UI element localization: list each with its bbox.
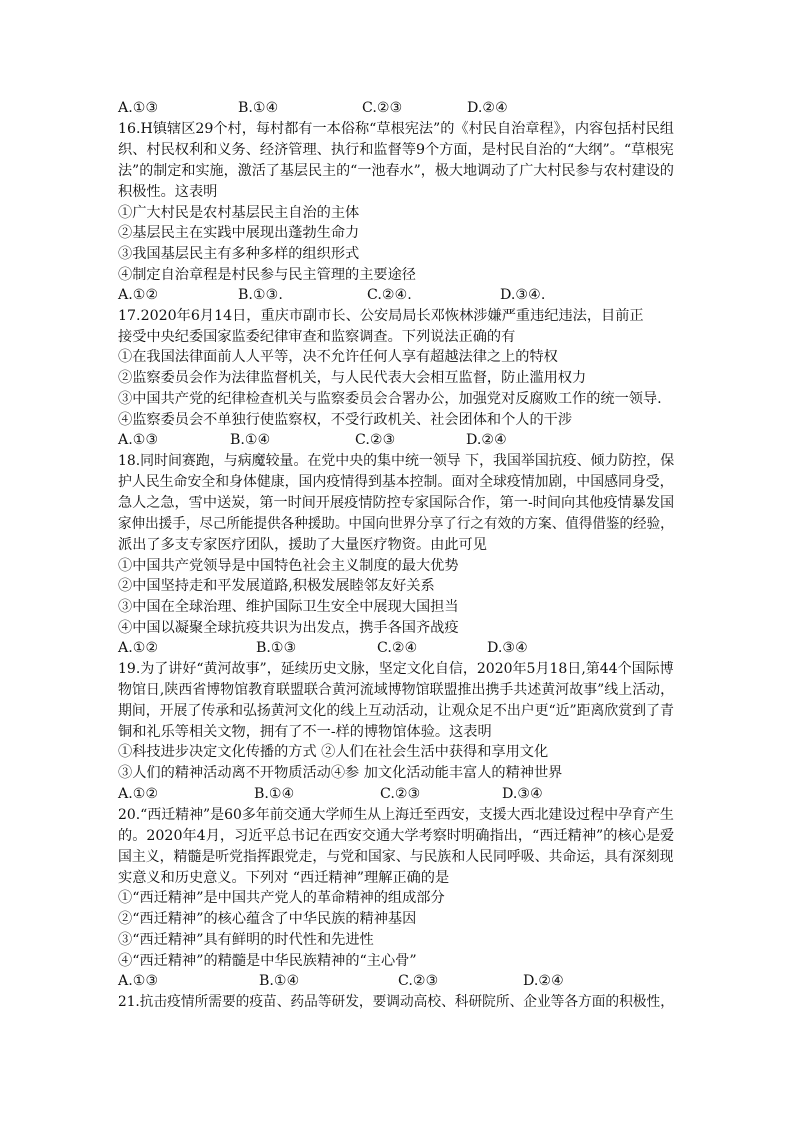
- q19-stem-line: 铜和礼乐等相关文物，拥有了不一-样的博物馆体验。这表明: [118, 724, 492, 740]
- q17-item: ③中国共产党的纪律检查机关与监察委员会合署办公，加强党对反腐败工作的统一领导.: [118, 391, 662, 407]
- q17-stem-line: 17.2020年6月14日，重庆市副市长、公安局局长邓恢林涉嫌严重违纪违法，目前正: [118, 308, 644, 324]
- q15-options: [118, 98, 718, 118]
- q20-item: ②“西迁精神”的核心蕴含了中华民族的精神基因: [118, 911, 417, 927]
- option-b[interactable]: B.①④: [259, 973, 300, 989]
- q18-item: ②中国坚持走和平发展道路,积极发展睦邻友好关系: [118, 578, 435, 594]
- option-b[interactable]: B.①③: [256, 640, 297, 656]
- q16-options: [118, 285, 718, 305]
- q20-stem-line: 20.“西迁精神”是60多年前交通大学师生从上海迁至西安，支援大西北建设过程中孕育产生: [118, 807, 674, 823]
- option-d[interactable]: D.③④: [502, 786, 543, 802]
- option-a[interactable]: A.①②: [118, 640, 159, 656]
- q18-stem-line: 急人之急，雪中送炭，第一时间开展疫情防控专家国际合作，第一-时间向其他疫情暴发国: [118, 495, 675, 511]
- q20-item: ①“西迁精神”是中国共产党人的革命精神的组成部分: [118, 890, 445, 906]
- q16-stem-line: 织、村民权利和义务、经济管理、执行和监督等9个方面，是村民自治的“大纲”。“草根宪: [118, 142, 674, 158]
- q19-item: ③人们的精神活动离不开物质活动④参 加文化活动能丰富人的精神世界: [118, 765, 563, 781]
- q20-options: [118, 971, 718, 991]
- option-a[interactable]: A.①②: [118, 786, 159, 802]
- q20-item: ③“西迁精神”具有鲜明的时代性和先进性: [118, 932, 374, 948]
- q19-options: [118, 784, 718, 804]
- option-d[interactable]: D.③④: [487, 640, 528, 656]
- q18-item: ①中国共产党领导是中国特色社会主义制度的最大优势: [118, 558, 459, 574]
- q18-options: [118, 638, 718, 658]
- q20-stem-line: 国主义，精髓是听党指挥跟党走，与党和国家、与民族和人民同呼吸、共命运，具有深刻现: [118, 849, 674, 865]
- q17-item: ④监察委员会不单独行使监察权，不受行政机关、社会团体和个人的干涉: [118, 412, 573, 428]
- option-d[interactable]: D.②④: [523, 973, 564, 989]
- q18-stem-line: 护人民生命安全和身体健康，国内疫情得到基本控制。面对全球疫情加剧，中国感同身受，: [118, 474, 674, 490]
- option-c[interactable]: C.②③: [398, 973, 439, 989]
- q17-options: [118, 430, 718, 450]
- q18-stem-line: 派出了多支专家医疗团队，援助了大量医疗物资。由此可见: [118, 537, 487, 553]
- q19-stem-line: 物馆日,陕西省博物馆教育联盟联合黄河流域博物馆联盟推出携手共述黄河故事”线上活动，: [118, 682, 675, 698]
- q18-item: ④中国以凝聚全球抗疫共识为出发点，携手各国齐战疫: [118, 620, 459, 636]
- option-b[interactable]: B.①④: [238, 100, 279, 116]
- q20-stem-line: 的。2020年4月，习近平总书记在西安交通大学考察时明确指出，“西迁精神”的核心是爱: [118, 828, 675, 844]
- option-d[interactable]: D.②④: [467, 100, 508, 116]
- q16-stem-line: 积极性。这表明: [118, 184, 218, 200]
- option-a[interactable]: A.①②: [118, 287, 159, 303]
- q16-stem-line: 16.H镇辖区29个村，每村都有一本俗称“草根宪法”的《村民自治章程》，内容包括村民组: [118, 121, 674, 137]
- q21-stem-line: 21.抗击疫情所需要的疫苗、药品等研发，要调动高校、科研院所、企业等各方面的积极性，: [118, 994, 674, 1010]
- option-c[interactable]: C.②④.: [367, 287, 412, 303]
- q20-item: ④“西迁精神”的精髓是中华民族精神的“主心骨”: [118, 953, 417, 969]
- option-d[interactable]: D.②④: [466, 432, 507, 448]
- q18-stem-line: 家伸出援手，尽己所能提供各种援助。中国向世界分享了行之有效的方案、值得借鉴的经验，: [118, 516, 674, 532]
- option-a[interactable]: A.①③: [118, 100, 159, 116]
- option-c[interactable]: C.②③: [355, 432, 396, 448]
- q20-stem-line: 实意义和历史意义。下列对 “西迁精神”理解正确的是: [118, 870, 450, 886]
- q16-item: ②基层民主在实践中展现出蓬勃生命力: [118, 225, 360, 241]
- option-c[interactable]: C.②③: [380, 786, 421, 802]
- option-a[interactable]: A.①③: [118, 973, 159, 989]
- option-b[interactable]: B.①④: [254, 786, 295, 802]
- q19-item: ①科技进步决定文化传播的方式 ②人们在社会生活中获得和享用文化: [118, 744, 549, 760]
- option-c[interactable]: C.②④: [377, 640, 418, 656]
- q16-item: ③我国基层民主有多种多样的组织形式: [118, 246, 360, 262]
- q19-stem-line: 期间，开展了传承和弘扬黄河文化的线上互动活动，让观众足不出户更“近”距离欣赏到了青: [118, 703, 674, 719]
- q16-item: ④制定自治章程是村民参与民主管理的主要途径: [118, 267, 416, 283]
- option-c[interactable]: C.②③: [362, 100, 403, 116]
- option-a[interactable]: A.①③: [118, 432, 159, 448]
- q18-stem-line: 18.同时间赛跑，与病魔较量。在党中央的集中统一领导 下，我国举国抗疫、倾力防控，保: [118, 453, 675, 469]
- q16-stem-line: 法”的制定和实施，激活了基层民主的“一池春水”，极大地调动了广大村民参与农村建设的: [118, 163, 674, 179]
- q18-item: ③中国在全球治理、维护国际卫生安全中展现大国担当: [118, 599, 459, 615]
- option-b[interactable]: B.①④: [230, 432, 271, 448]
- q17-item: ②监察委员会作为法律监督机关，与人民代表大会相互监督，防止滥用权力: [118, 370, 587, 386]
- q19-stem-line: 19.为了讲好“黄河故事”，延续历史文脉，坚定文化自信，2020年5月18日,第44个国际博: [118, 661, 674, 677]
- q17-item: ①在我国法律面前人人平等，决不允许任何人享有超越法律之上的特权: [118, 349, 558, 365]
- option-d[interactable]: D.③④.: [500, 287, 546, 303]
- q17-stem-line: 接受中央纪委国家监委纪律审查和监察调查。下列说法正确的有: [118, 329, 516, 345]
- q16-item: ①广大村民是农村基层民主自治的主体: [118, 205, 360, 221]
- option-b[interactable]: B.①③.: [238, 287, 283, 303]
